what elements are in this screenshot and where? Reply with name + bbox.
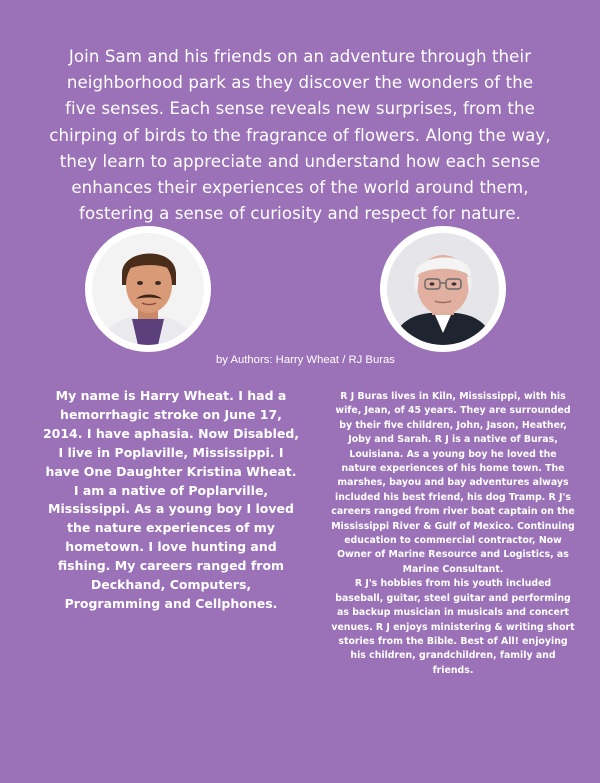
intro-paragraph: Join Sam and his friends on an adventure through their neighborhood park as they discover the wonders of the five senses. Each sense reveals new surprises, from the chirping of birds to the fragrance of flowers. Along the way, they learn to appreciate and understand how each sense enhances their experiences of the world around them, fostering a sense of curiosity and respect for nature. [49, 47, 551, 224]
bio-harry-wheat: My name is Harry Wheat. I had a hemorrhagic stroke on June 17, 2014. I have aphasia. Now Disabled, I live in Poplaville, Mississippi. I have One Daughter Kristina Wheat. I am a native of Poplarville, Mississippi. As a young boy I loved the nature experiences of my hometown. I love hunting and fishing. My careers ranged from Deckhand, Computers, Programming and Cellphones. [42, 388, 300, 611]
author-photo-harry-wheat [85, 226, 211, 352]
author-portrait-left-image [92, 233, 204, 345]
authors-byline: by Authors: Harry Wheat / RJ Buras [216, 354, 395, 366]
author-portrait-right-image [387, 233, 499, 345]
author-photo-rj-buras [380, 226, 506, 352]
bio-rj-buras: R J Buras lives in Kiln, Mississippi, with his wife, Jean, of 45 years. They are surrounded by their five children, John, Jason, Heather, Joby and Sarah. R J is a native of Buras, Louisiana. As a young boy he loved the nature experiences of his home town. The marshes, bayou and bay adventures always included his best friend, his dog Tramp. R J's careers ranged from river boat captain on the Mississippi River & Gulf of Mexico. Continuing education to commercial contractor, Now Owner of Marine Resource and Logistics, as Marine Consultant. R J's hobbies from his youth included baseball, guitar, steel guitar and performing as backup musician in musicals and concert venues. R J enjoys ministering & writing short stories from the Bible. Best of All! enjoying his children, grandchildren, family and friends. [331, 391, 575, 676]
